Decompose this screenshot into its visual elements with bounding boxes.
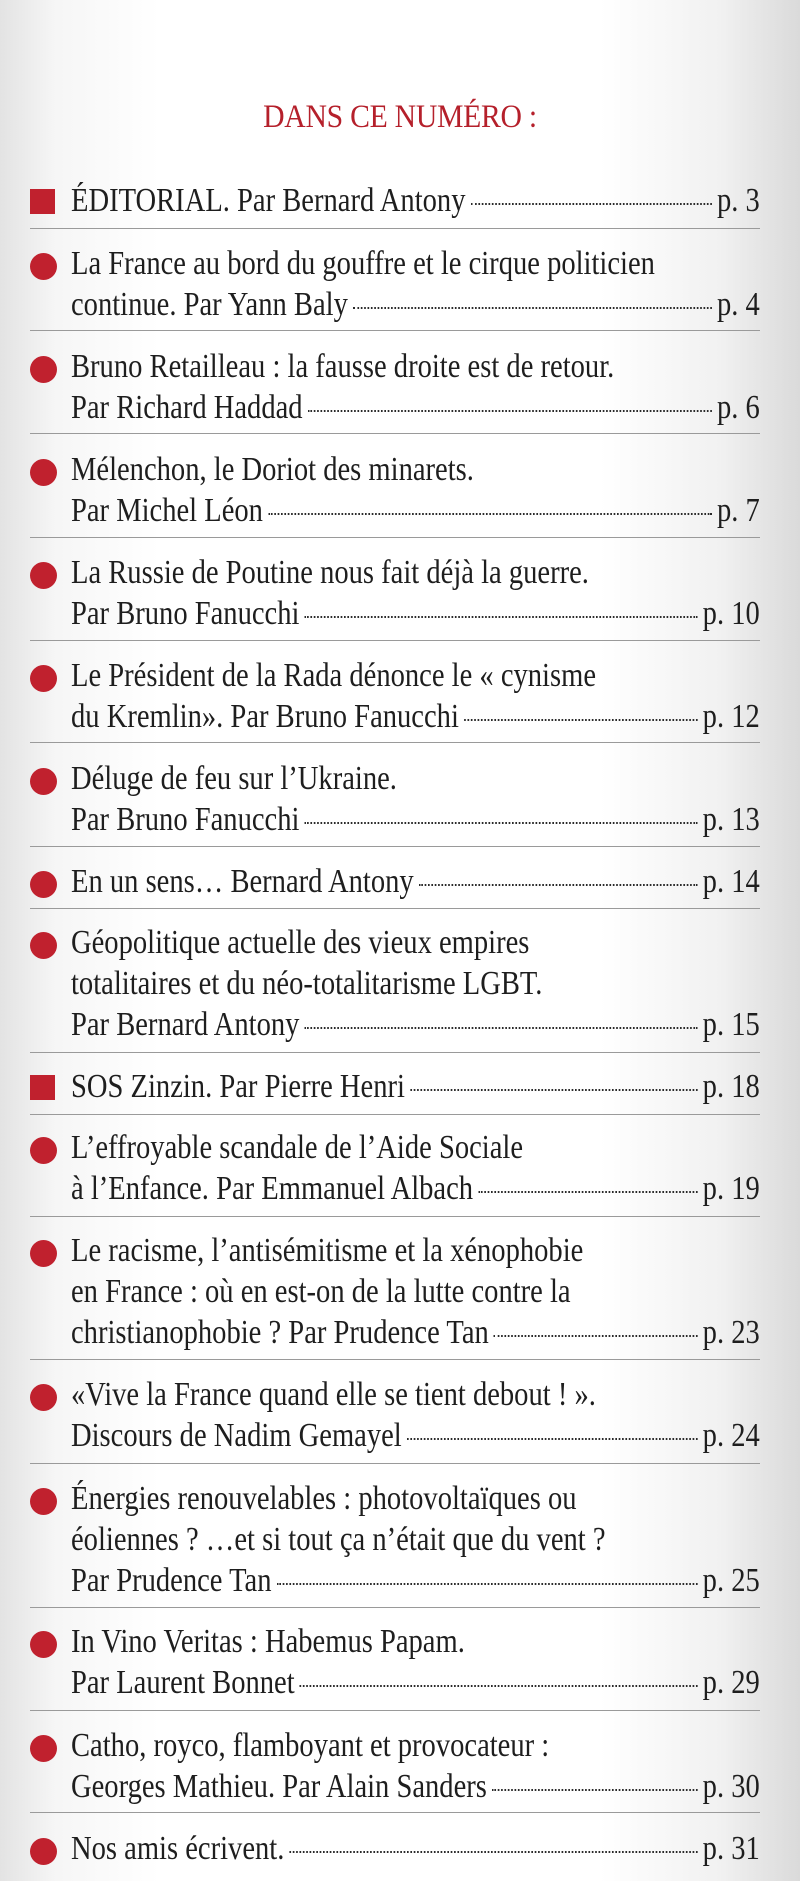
page-number: p. 24	[702, 1417, 760, 1454]
page-number: p. 29	[702, 1664, 760, 1701]
divider-rule	[30, 908, 760, 909]
red-bullet-icon	[30, 665, 57, 692]
page-number: p. 23	[702, 1314, 760, 1351]
divider-rule	[30, 1052, 760, 1053]
divider-rule	[30, 330, 760, 331]
red-square-icon	[30, 1075, 55, 1100]
toc-entry-text	[71, 1127, 760, 1209]
toc-entry-line: Par Bruno Fanucchi	[71, 801, 300, 838]
divider-rule	[30, 433, 760, 434]
red-bullet-icon	[30, 562, 57, 589]
toc-entry-line: continue. Par Yann Baly	[71, 286, 348, 323]
page-number: p. 3	[716, 182, 760, 219]
page-number: p. 10	[702, 595, 760, 632]
toc-entry-line: Déluge de feu sur l’Ukraine.	[71, 760, 397, 797]
red-bullet-icon	[30, 1838, 57, 1865]
toc-entry-line: Par Laurent Bonnet	[71, 1664, 295, 1701]
page-number: p. 31	[702, 1830, 760, 1867]
page-number: p. 30	[702, 1768, 760, 1805]
red-square-icon	[30, 189, 55, 214]
toc-entry-text	[71, 1066, 760, 1107]
divider-rule	[30, 228, 760, 229]
toc-entry-line: Discours de Nadim Gemayel	[71, 1417, 402, 1454]
toc-entry-last-line	[71, 1168, 760, 1209]
toc-entry-last-line	[71, 1415, 760, 1456]
toc-entry-text	[71, 655, 760, 737]
toc-entry-last-line	[71, 1004, 760, 1045]
toc-entry-line: Par Prudence Tan	[71, 1562, 272, 1599]
toc-entry-line: Par Bruno Fanucchi	[71, 595, 300, 632]
toc-entry-text	[71, 1828, 760, 1869]
toc-entry-line: Par Bernard Antony	[71, 1006, 300, 1043]
page-number: p. 18	[702, 1068, 760, 1105]
toc-entry-line: Mélenchon, le Doriot des minarets.	[71, 451, 474, 488]
red-bullet-icon	[30, 253, 57, 280]
page-number: p. 15	[702, 1006, 760, 1043]
toc-entry-line: du Kremlin». Par Bruno Fanucchi	[71, 698, 459, 735]
dot-leader	[277, 1583, 698, 1585]
toc-entry-text	[71, 243, 760, 325]
page-number: p. 6	[716, 389, 760, 426]
toc-entry-line: Énergies renouvelables : photovoltaïques ou	[71, 1480, 577, 1517]
toc-entry-text	[71, 1230, 760, 1353]
toc-entry-line: SOS Zinzin. Par Pierre Henri	[71, 1068, 405, 1105]
page-number: p. 12	[702, 698, 760, 735]
red-bullet-icon	[30, 1735, 57, 1762]
dot-leader	[410, 1089, 698, 1091]
toc-entry-text	[71, 1725, 760, 1807]
divider-rule	[30, 1114, 760, 1115]
toc-entry-last-line	[71, 1828, 760, 1869]
divider-rule	[30, 1463, 760, 1464]
divider-rule	[30, 742, 760, 743]
dot-leader	[289, 1851, 697, 1853]
toc-entry-text	[71, 1374, 760, 1456]
toc-entry-text	[71, 1621, 760, 1703]
toc-entry-last-line	[71, 1066, 760, 1107]
toc-entry-line: Par Michel Léon	[71, 492, 263, 529]
dot-leader	[300, 1685, 698, 1687]
red-bullet-icon	[30, 1631, 57, 1658]
toc-entry-last-line	[71, 1560, 760, 1601]
toc-entry-last-line	[71, 696, 760, 737]
toc-entry-text	[71, 346, 760, 428]
page-number: p. 7	[716, 492, 760, 529]
divider-rule	[30, 1359, 760, 1360]
divider-rule	[30, 537, 760, 538]
red-bullet-icon	[30, 932, 57, 959]
toc-entry-line: Catho, royco, flamboyant et provocateur :	[71, 1727, 550, 1764]
toc-entry-text	[71, 552, 760, 634]
toc-entry-text	[71, 758, 760, 840]
toc-entry-last-line	[71, 1312, 760, 1353]
toc-entry-last-line	[71, 387, 760, 428]
red-bullet-icon	[30, 768, 57, 795]
toc-entry-line: Georges Mathieu. Par Alain Sanders	[71, 1768, 487, 1805]
toc-entry-last-line	[71, 490, 760, 531]
toc-entry-line: christianophobie ? Par Prudence Tan	[71, 1314, 489, 1351]
toc-entry-line: ÉDITORIAL. Par Bernard Antony	[71, 182, 466, 219]
red-bullet-icon	[30, 1240, 57, 1267]
toc-entry-line: Géopolitique actuelle des vieux empires	[71, 924, 530, 961]
red-bullet-icon	[30, 1137, 57, 1164]
toc-entry-line: en France : où en est-on de la lutte contre la	[71, 1273, 571, 1310]
page-number: p. 25	[702, 1562, 760, 1599]
toc-entry-text	[71, 180, 760, 221]
dot-leader	[419, 884, 698, 886]
red-bullet-icon	[30, 1488, 57, 1515]
toc-entry-text	[71, 1478, 760, 1601]
red-bullet-icon	[30, 1384, 57, 1411]
toc-entry-line: La France au bord du gouffre et le cirque politicien	[71, 245, 655, 282]
toc-entry-line: Le racisme, l’antisémitisme et la xénophobie	[71, 1232, 584, 1269]
dot-leader	[471, 203, 712, 205]
dot-leader	[353, 307, 712, 309]
toc-entry-last-line	[71, 284, 760, 325]
toc-entry-line: La Russie de Poutine nous fait déjà la guerre.	[71, 554, 589, 591]
page-number: p. 13	[702, 801, 760, 838]
toc-entry-text	[71, 861, 760, 902]
toc-entry-line: totalitaires et du néo-totalitarisme LGBT.	[71, 965, 543, 1002]
dot-leader	[304, 822, 697, 824]
toc-entry-line: éoliennes ? …et si tout ça n’était que du vent ?	[71, 1521, 606, 1558]
divider-rule	[30, 1710, 760, 1711]
page-number: p. 14	[702, 863, 760, 900]
toc-entry-line: In Vino Veritas : Habemus Papam.	[71, 1623, 465, 1660]
dot-leader	[478, 1191, 698, 1193]
toc-entry-line: L’effroyable scandale de l’Aide Sociale	[71, 1129, 524, 1166]
dot-leader	[494, 1335, 698, 1337]
toc-entry-line: Par Richard Haddad	[71, 389, 303, 426]
dot-leader	[308, 410, 712, 412]
toc-entry-line: Le Président de la Rada dénonce le « cynisme	[71, 657, 596, 694]
divider-rule	[30, 640, 760, 641]
toc-entry-line: «Vive la France quand elle se tient debout ! ».	[71, 1376, 596, 1413]
toc-entry-text	[71, 449, 760, 531]
toc-entry-last-line	[71, 1662, 760, 1703]
red-bullet-icon	[30, 356, 57, 383]
dot-leader	[464, 719, 698, 721]
toc-entry-line: à l’Enfance. Par Emmanuel Albach	[71, 1170, 474, 1207]
toc-entry-last-line	[71, 180, 760, 221]
page-number: p. 19	[702, 1170, 760, 1207]
dot-leader	[492, 1789, 698, 1791]
toc-heading: DANS CE NUMÉRO :	[263, 99, 537, 135]
toc-entry-line: Nos amis écrivent.	[71, 1830, 285, 1867]
dot-leader	[304, 1027, 697, 1029]
toc-entry-last-line	[71, 593, 760, 634]
divider-rule	[30, 1812, 760, 1813]
toc-entry-last-line	[71, 799, 760, 840]
dot-leader	[407, 1438, 698, 1440]
red-bullet-icon	[30, 871, 57, 898]
toc-entry-line: En un sens… Bernard Antony	[71, 863, 414, 900]
toc-entry-last-line	[71, 861, 760, 902]
dot-leader	[304, 616, 697, 618]
red-bullet-icon	[30, 459, 57, 486]
divider-rule	[30, 1607, 760, 1608]
toc-entry-last-line	[71, 1766, 760, 1807]
divider-rule	[30, 1216, 760, 1217]
divider-rule	[30, 846, 760, 847]
toc-entry-text	[71, 922, 760, 1045]
dot-leader	[268, 513, 712, 515]
toc-entry-line: Bruno Retailleau : la fausse droite est de retour.	[71, 348, 615, 385]
page-number: p. 4	[716, 286, 760, 323]
